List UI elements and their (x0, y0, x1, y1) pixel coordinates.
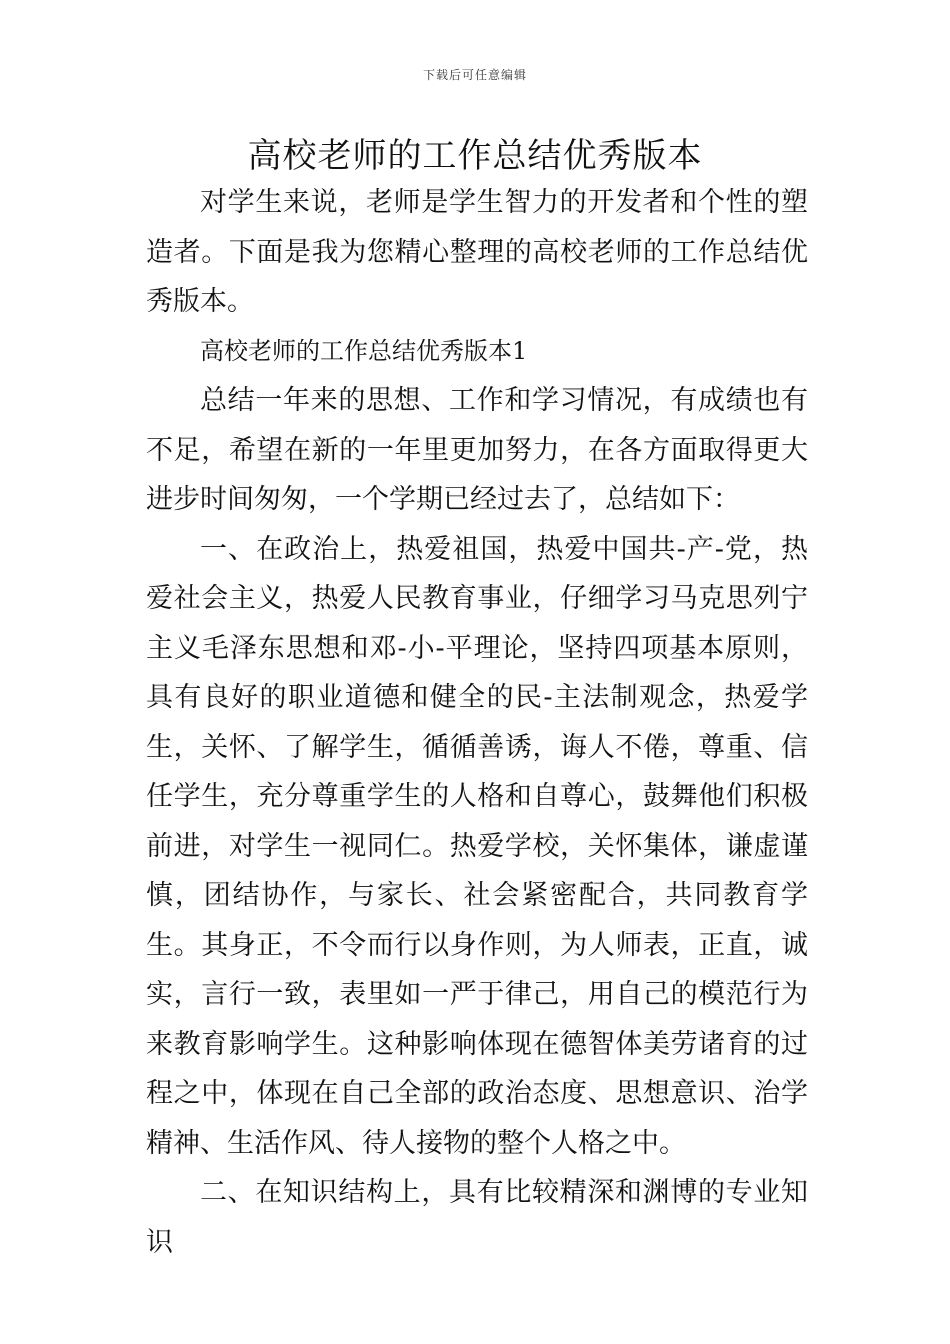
header-note: 下载后可任意编辑 (422, 68, 527, 82)
knowledge-paragraph: 二、在知识结构上，具有比较精深和渊博的专业知识 (146, 1177, 808, 1258)
politics-paragraph: 一、在政治上，热爱祖国，热爱中国共-产-党，热爱社会主义，热爱人民教育事业，仔细学习马克思列宁主义毛泽东思想和邓-小-平理论，坚持四项基本原则，具有良好的职业道德和健全的民-主法制观念，热爱学生，关怀、了解学生，循循善诱，诲人不倦，尊重、信任学生，充分尊重学生的人格和自尊心，鼓舞他们积极前进，对学生一视同仁。热爱学校，关怀集体，谦虚谨慎，团结协作，与家长、社会紧密配合，共同教育学生。其身正，不令而行以身作则，为人师表，正直，诚实，言行一致，表里如一严于律己，用自己的模范行为来教育影响学生。这种影响体现在德智体美劳诸育的过程之中，体现在自己全部的政治态度、思想意识、治学精神、生活作风、待人接物的整个人格之中。 (146, 533, 808, 1159)
section-heading: 高校老师的工作总结优秀版本1 (200, 336, 528, 365)
intro-paragraph: 对学生来说，老师是学生智力的开发者和个性的塑造者。下面是我为您精心整理的高校老师的工作总结优秀版本。 (146, 187, 808, 317)
document-body (146, 178, 808, 1267)
summary-paragraph: 总结一年来的思想、工作和学习情况，有成绩也有不足，希望在新的一年里更加努力，在各方面取得更大进步时间匆匆，一个学期已经过去了，总结如下： (146, 385, 808, 515)
document-title: 高校老师的工作总结优秀版本 (247, 136, 703, 176)
